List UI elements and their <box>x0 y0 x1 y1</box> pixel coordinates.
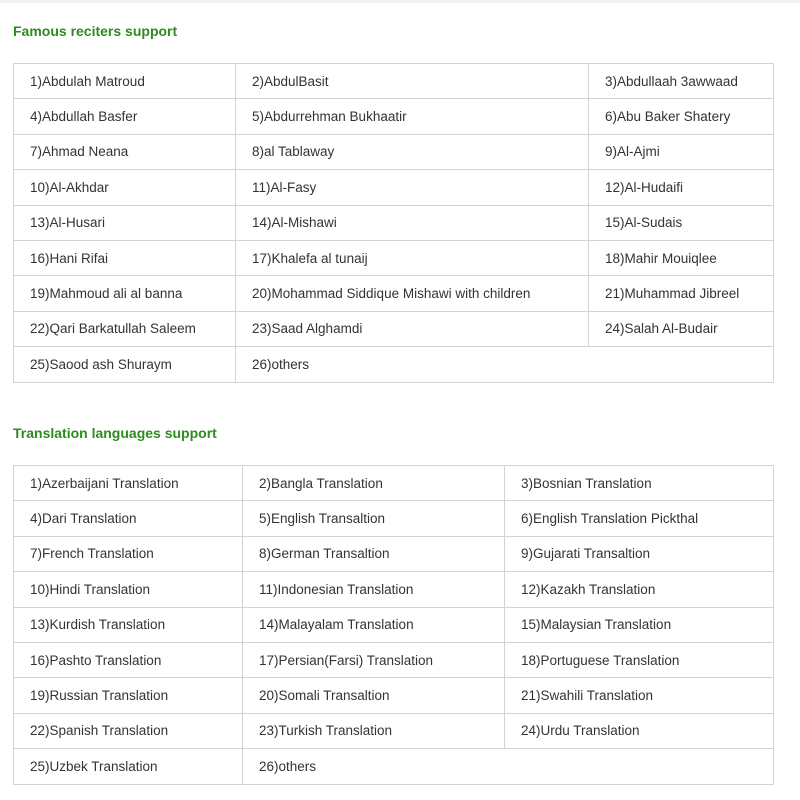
table-cell: 23)Saad Alghamdi <box>236 311 589 346</box>
reciters-table <box>13 63 774 383</box>
table-row <box>14 311 774 346</box>
table-cell: 8)al Tablaway <box>236 134 589 169</box>
table-cell: 15)Malaysian Translation <box>505 607 774 642</box>
table-cell: 26)others <box>243 749 774 784</box>
table-cell: 6)Abu Baker Shatery <box>589 99 774 134</box>
table-cell: 4)Abdullah Basfer <box>14 99 236 134</box>
table-cell: 6)English Translation Pickthal <box>505 501 774 536</box>
table-cell: 14)Malayalam Translation <box>243 607 505 642</box>
table-cell: 12)Al-Hudaifi <box>589 170 774 205</box>
table-cell: 17)Persian(Farsi) Translation <box>243 642 505 677</box>
table-cell: 21)Swahili Translation <box>505 678 774 713</box>
table-cell: 2)Bangla Translation <box>243 466 505 501</box>
table-cell: 20)Mohammad Siddique Mishawi with children <box>236 276 589 311</box>
table-cell: 13)Al-Husari <box>14 205 236 240</box>
table-cell: 17)Khalefa al tunaij <box>236 240 589 275</box>
top-divider <box>0 0 800 3</box>
table-row <box>14 205 774 240</box>
table-row <box>14 466 774 501</box>
table-cell: 15)Al-Sudais <box>589 205 774 240</box>
translations-section-title: Translation languages support <box>13 425 217 441</box>
table-cell: 4)Dari Translation <box>14 501 243 536</box>
table-row <box>14 240 774 275</box>
table-row <box>14 134 774 169</box>
table-cell: 18)Mahir Mouiqlee <box>589 240 774 275</box>
table-cell: 25)Uzbek Translation <box>14 749 243 784</box>
table-cell: 22)Qari Barkatullah Saleem <box>14 311 236 346</box>
table-cell: 14)Al-Mishawi <box>236 205 589 240</box>
table-cell: 16)Pashto Translation <box>14 642 243 677</box>
table-cell: 10)Al-Akhdar <box>14 170 236 205</box>
table-cell: 11)Indonesian Translation <box>243 572 505 607</box>
table-row <box>14 536 774 571</box>
table-cell: 24)Salah Al-Budair <box>589 311 774 346</box>
table-cell: 19)Mahmoud ali al banna <box>14 276 236 311</box>
table-cell: 23)Turkish Translation <box>243 713 505 748</box>
table-row <box>14 713 774 748</box>
table-cell: 1)Abdulah Matroud <box>14 64 236 99</box>
table-cell: 16)Hani Rifai <box>14 240 236 275</box>
table-cell: 20)Somali Transaltion <box>243 678 505 713</box>
table-row <box>14 572 774 607</box>
table-row <box>14 749 774 784</box>
table-cell: 5)Abdurrehman Bukhaatir <box>236 99 589 134</box>
table-row <box>14 99 774 134</box>
table-cell: 9)Al-Ajmi <box>589 134 774 169</box>
table-row <box>14 607 774 642</box>
table-cell: 2)AbdulBasit <box>236 64 589 99</box>
table-row <box>14 64 774 99</box>
table-cell: 11)Al-Fasy <box>236 170 589 205</box>
table-cell: 9)Gujarati Transaltion <box>505 536 774 571</box>
table-row <box>14 501 774 536</box>
table-cell: 25)Saood ash Shuraym <box>14 347 236 382</box>
translations-table <box>13 465 774 785</box>
table-cell: 5)English Transaltion <box>243 501 505 536</box>
table-cell: 8)German Transaltion <box>243 536 505 571</box>
table-row <box>14 642 774 677</box>
table-row <box>14 276 774 311</box>
table-cell: 24)Urdu Translation <box>505 713 774 748</box>
table-row <box>14 170 774 205</box>
reciters-section-title: Famous reciters support <box>13 23 178 39</box>
table-cell: 22)Spanish Translation <box>14 713 243 748</box>
table-row <box>14 678 774 713</box>
table-cell: 3)Bosnian Translation <box>505 466 774 501</box>
table-cell: 10)Hindi Translation <box>14 572 243 607</box>
table-cell: 18)Portuguese Translation <box>505 642 774 677</box>
table-cell: 21)Muhammad Jibreel <box>589 276 774 311</box>
table-cell: 12)Kazakh Translation <box>505 572 774 607</box>
table-cell: 7)Ahmad Neana <box>14 134 236 169</box>
table-cell: 26)others <box>236 347 774 382</box>
table-row <box>14 347 774 382</box>
table-cell: 13)Kurdish Translation <box>14 607 243 642</box>
table-cell: 7)French Translation <box>14 536 243 571</box>
table-cell: 1)Azerbaijani Translation <box>14 466 243 501</box>
table-cell: 3)Abdullaah 3awwaad <box>589 64 774 99</box>
table-cell: 19)Russian Translation <box>14 678 243 713</box>
